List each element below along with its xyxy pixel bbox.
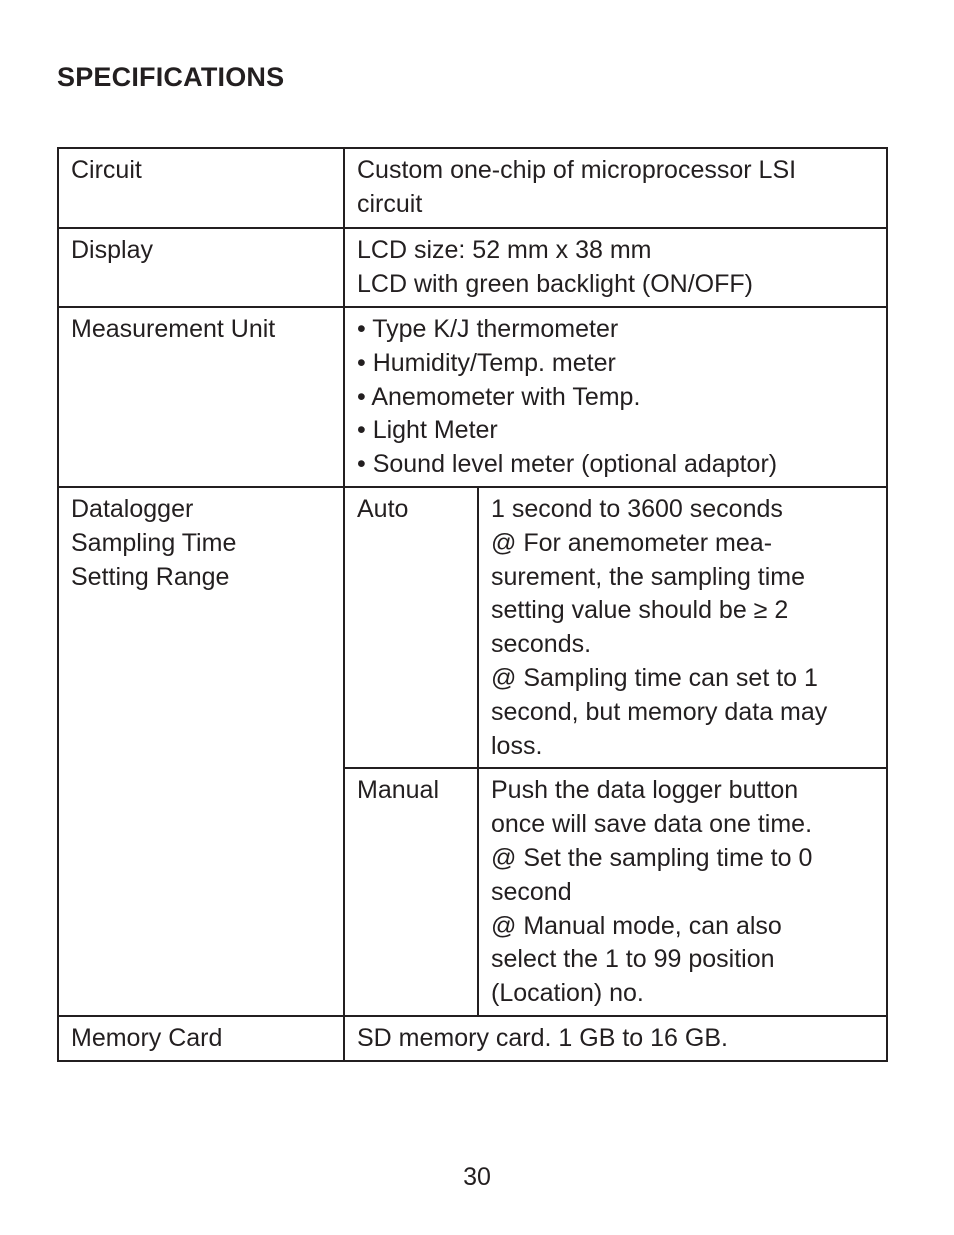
spec-label-measurement-unit: Measurement Unit: [58, 307, 344, 487]
table-row-datalogger-auto: [58, 487, 887, 768]
list-item: • Humidity/Temp. meter: [357, 348, 616, 377]
list-item: • Type K/J thermometer: [357, 315, 619, 343]
spec-value-measurement-unit: [344, 307, 887, 487]
table-row-circuit: [58, 148, 887, 228]
mode-label-auto: Auto: [344, 487, 478, 768]
page-number: 30: [463, 1163, 491, 1191]
spec-label-circuit: Circuit: [58, 148, 344, 228]
table-row-measurement-unit: [58, 307, 887, 487]
spec-value-circuit: Custom one-chip of microprocessor LSI circuit: [344, 148, 887, 228]
specifications-table: [57, 147, 888, 1062]
page-title: SPECIFICATIONS: [57, 62, 285, 92]
spec-label-memory-card: Memory Card: [58, 1016, 344, 1061]
spec-value-display: LCD size: 52 mm x 38 mm LCD with green backlight (ON/OFF): [344, 228, 887, 307]
mode-value-manual: Push the data logger button once will save data one time. @ Set the sampling time to 0 second @ Manual mode, can also select the 1 to 99 position (Location) no.: [478, 768, 887, 1016]
spec-label-datalogger: Datalogger Sampling Time Setting Range: [58, 487, 344, 1016]
mode-label-manual: Manual: [344, 768, 478, 1016]
spec-label-display: Display: [58, 228, 344, 307]
list-item: • Light Meter: [357, 416, 498, 445]
list-item: • Anemometer with Temp.: [357, 382, 641, 411]
spec-value-memory-card: SD memory card. 1 GB to 16 GB.: [344, 1016, 887, 1061]
list-item: • Sound level meter (optional adaptor): [357, 450, 778, 479]
table-row-display: [58, 228, 887, 307]
mode-value-auto: 1 second to 3600 seconds @ For anemometer mea- surement, the sampling time setting value should be ≥ 2 seconds. @ Sampling time can set to 1 second, but memory data may loss.: [478, 487, 887, 768]
table-row-memory-card: [58, 1016, 887, 1061]
